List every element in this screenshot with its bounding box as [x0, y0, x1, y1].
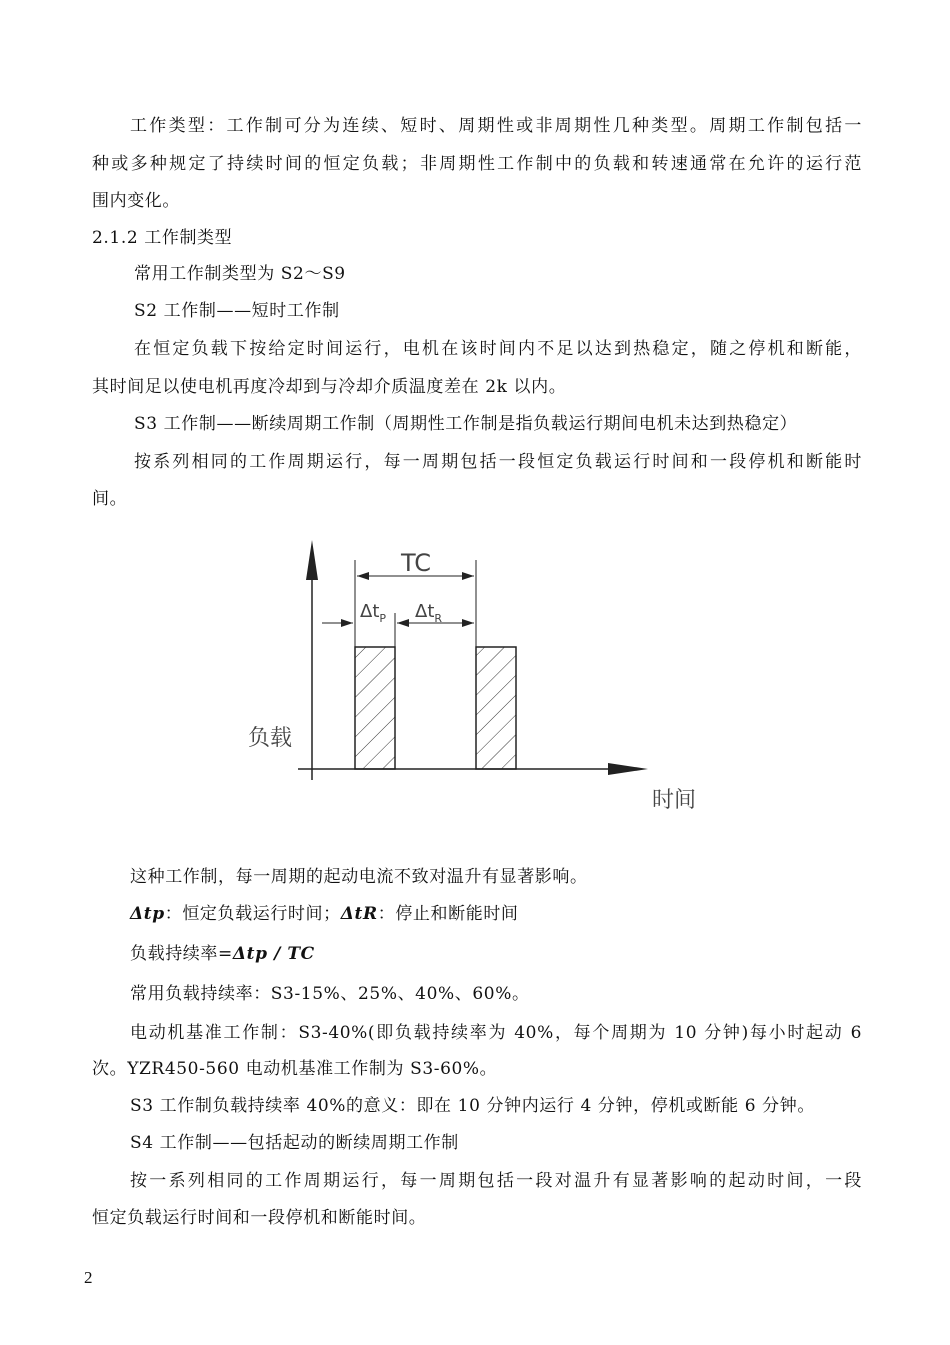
paragraph-work-type-line3: 围内变化。 [92, 191, 180, 211]
paragraph-reference-duty-line2: 次。YZR450-560 电动机基准工作制为 S3-60%。 [92, 1059, 498, 1079]
paragraph-work-type-line2: 种或多种规定了持续时间的恒定负载；非周期性工作制中的负载和转速通常在允许的运行范 [92, 154, 862, 174]
paragraph-s3-title: S3 工作制——断续周期工作制（周期性工作制是指负载运行期间电机未达到热稳定） [134, 414, 798, 434]
formula-expression: Δtp / TC [232, 944, 315, 964]
y-axis-arrow [306, 540, 318, 580]
section-heading: 2.1.2 工作制类型 [92, 228, 233, 248]
paragraph-s2-line2: 其时间足以使电机再度冷却到与冷却介质温度差在 2k 以内。 [92, 377, 567, 397]
definition-tp: ：恒定负载运行时间； [164, 904, 341, 924]
symbol-delta-tr: ΔtR [340, 904, 378, 924]
paragraph-s4-line1: 按一系列相同的工作周期运行，每一周期包括一段对温升有显著影响的起动时间，一段 [130, 1171, 862, 1191]
definition-tr: ：停止和断能时间 [377, 904, 519, 924]
paragraph-work-type-line1: 工作类型：工作制可分为连续、短时、周期性或非周期性几种类型。周期工作制包括一 [130, 116, 862, 136]
paragraph-s2-line1: 在恒定负载下按给定时间运行，电机在该时间内不足以达到热稳定，随之停机和断能， [134, 339, 862, 359]
formula-label: 负载持续率= [130, 944, 233, 964]
label-tc: TC [400, 549, 432, 577]
y-axis-label: 负载 [248, 726, 293, 751]
label-delta-tp: $\Delta t_P$ [360, 601, 387, 625]
load-block-1 [355, 647, 395, 769]
s3-duty-cycle-diagram [240, 535, 700, 825]
label-delta-tr: $\Delta t_R$ [415, 601, 443, 625]
paragraph-s4-line2: 恒定负载运行时间和一段停机和断能时间。 [92, 1208, 427, 1228]
paragraph-s3-note: 这种工作制，每一周期的起动电流不致对温升有显著影响。 [130, 867, 588, 887]
paragraph-common-duty-ratios: 常用负载持续率：S3-15%、25%、40%、60%。 [130, 984, 530, 1004]
paragraph-reference-duty-line1: 电动机基准工作制：S3-40%(即负载持续率为 40%，每个周期为 10 分钟)每小时起动 6 [130, 1023, 862, 1043]
paragraph-s3-40-meaning: S3 工作制负载持续率 40%的意义：即在 10 分钟内运行 4 分钟，停机或断能 6 分钟。 [130, 1096, 815, 1116]
paragraph-s3-line2: 间。 [92, 489, 128, 509]
load-block-2 [476, 647, 516, 769]
symbol-delta-tp: Δtp [130, 904, 165, 924]
paragraph-definitions [130, 903, 862, 925]
paragraph-s3-line1: 按系列相同的工作周期运行，每一周期包括一段恒定负载运行时间和一段停机和断能时 [134, 452, 862, 472]
paragraph-s2-title: S2 工作制——短时工作制 [134, 301, 340, 321]
paragraph-formula [130, 943, 862, 965]
x-axis-arrow [608, 763, 648, 775]
paragraph-s4-title: S4 工作制——包括起动的断续周期工作制 [130, 1133, 459, 1153]
paragraph-common-types: 常用工作制类型为 S2～S9 [134, 264, 346, 284]
page-number: 2 [84, 1268, 93, 1287]
x-axis-label: 时间 [652, 788, 697, 813]
